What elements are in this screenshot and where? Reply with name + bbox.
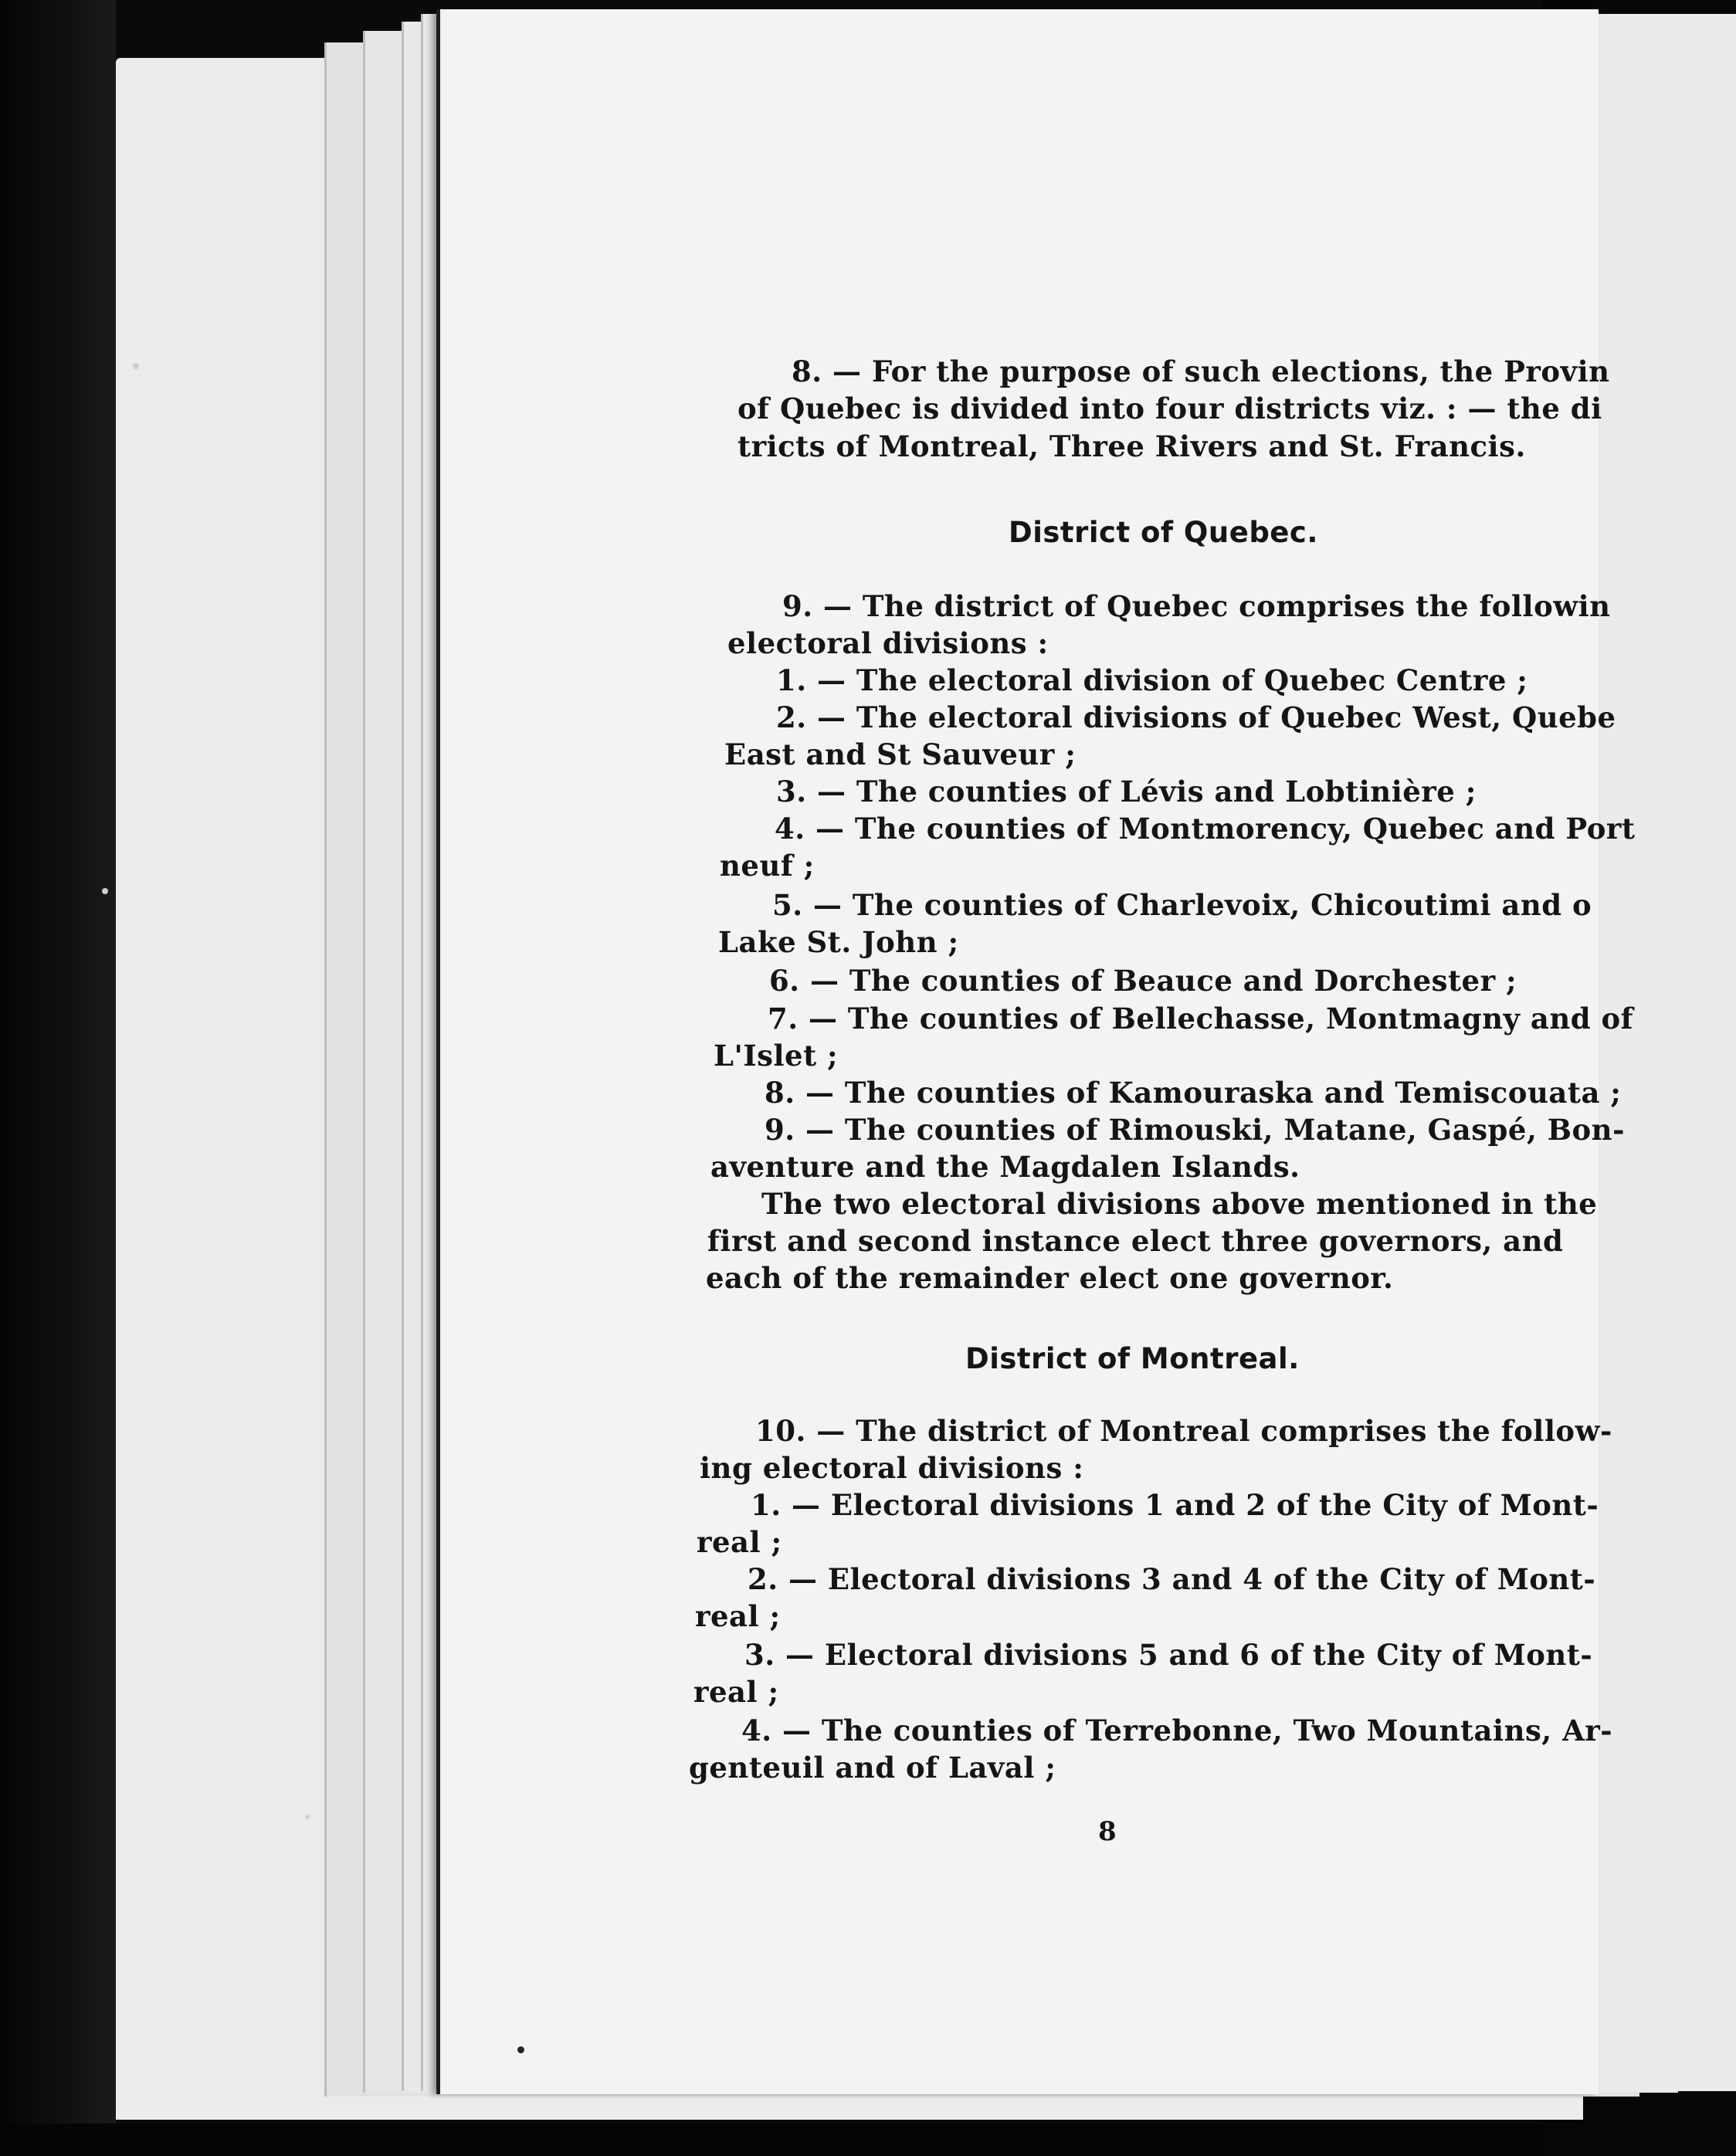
text-line: real ; [697,1525,782,1559]
heading-district-quebec: District of Quebec. [1009,516,1318,549]
text-line: 3. — The counties of Lévis and Lobtinière ; [776,775,1477,808]
text-line: 5. — The counties of Charlevoix, Chicoutimi and o [772,888,1592,922]
text-line: 8. — For the purpose of such elections, the Provin [792,354,1610,388]
page-number: 8 [1098,1816,1117,1847]
text-line: aventure and the Magdalen Islands. [710,1150,1300,1184]
text-line: 4. — The counties of Terrebonne, Two Mountains, Ar- [741,1714,1613,1748]
text-line: 10. — The district of Montreal comprises the follow- [755,1414,1612,1448]
text-line: tricts of Montreal, Three Rivers and St. Francis. [737,429,1526,463]
text-line: first and second instance elect three governors, and [707,1224,1564,1258]
text-line: Lake St. John ; [718,925,959,959]
heading-district-montreal: District of Montreal. [965,1342,1300,1375]
text-line: The two electoral divisions above mentioned in the [761,1187,1598,1221]
text-line: 7. — The counties of Bellechasse, Montmagny and of [768,1002,1634,1036]
text-line: 9. — The counties of Rimouski, Matane, Gaspé, Bon- [765,1113,1625,1147]
text-line: 1. — Electoral divisions 1 and 2 of the City of Mont- [751,1488,1599,1522]
text-line: genteuil and of Laval ; [689,1751,1056,1785]
text-line: 4. — The counties of Montmorency, Quebec and Port [775,812,1636,846]
text-line: electoral divisions : [727,626,1049,660]
text-line: 2. — Electoral divisions 3 and 4 of the City of Mont- [748,1562,1596,1596]
text-line: 3. — Electoral divisions 5 and 6 of the City of Mont- [744,1638,1593,1672]
text-line: 8. — The counties of Kamouraska and Temiscouata ; [765,1076,1622,1110]
text-line: of Quebec is divided into four districts viz. : — the di [737,392,1602,425]
text-line: 2. — The electoral divisions of Quebec West, Quebe [776,700,1616,734]
text-line: real ; [693,1675,779,1709]
text-line: 9. — The district of Quebec comprises the followin [782,589,1611,623]
text-line: ing electoral divisions : [700,1451,1084,1485]
text-line: 6. — The counties of Beauce and Dorchester ; [769,964,1517,998]
text-line: 1. — The electoral division of Quebec Centre ; [776,663,1528,697]
text-line: real ; [695,1599,781,1633]
text-line: L'Islet ; [714,1039,839,1073]
text-line: East and St Sauveur ; [724,737,1077,771]
text-line: neuf ; [720,849,815,883]
text-line: each of the remainder elect one governor. [706,1261,1394,1295]
